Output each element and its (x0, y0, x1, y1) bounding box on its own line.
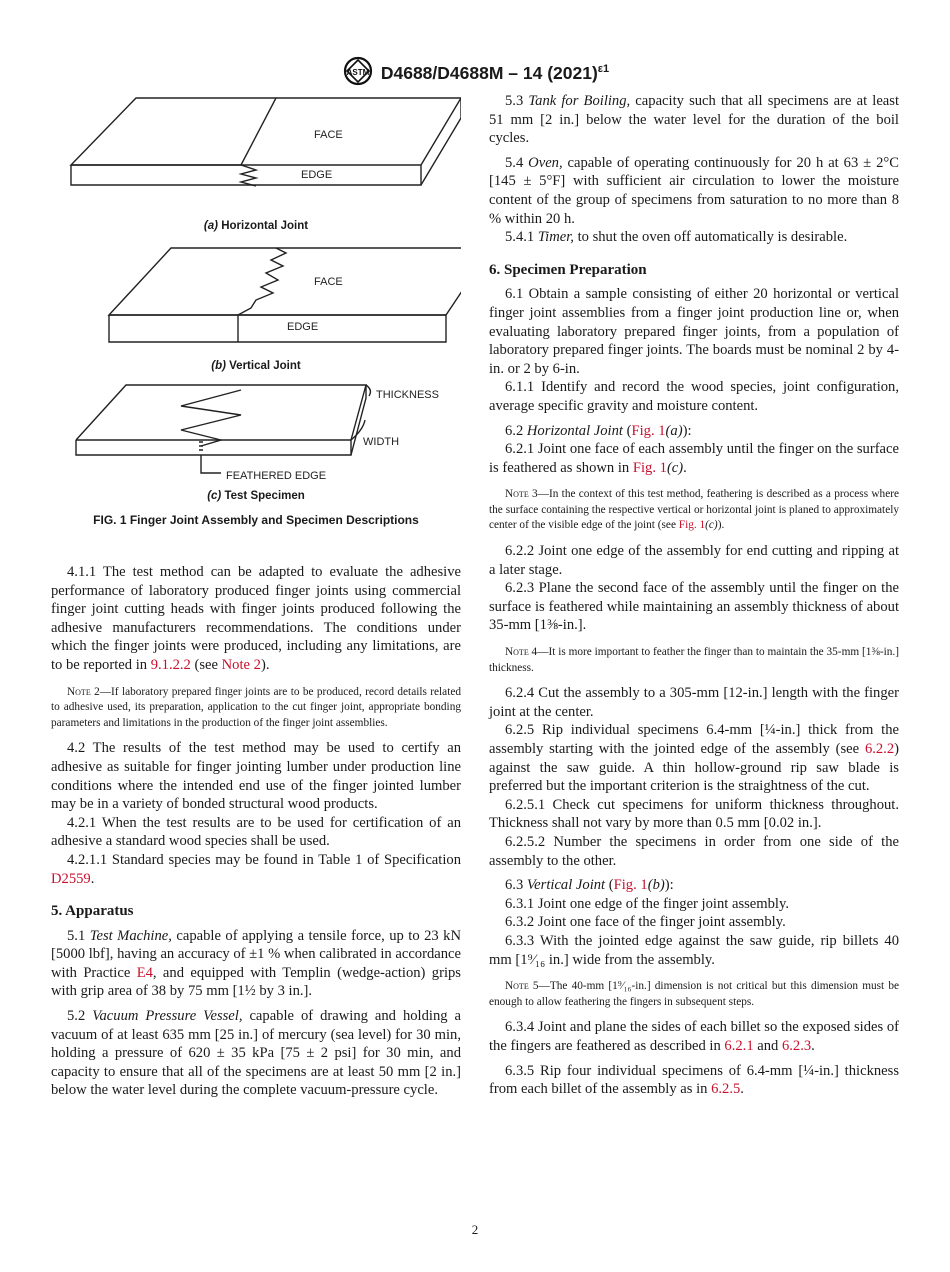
ref-6-2-3[interactable]: 6.2.3 (781, 1037, 812, 1054)
note-3: Note 3—In the context of this test method, feathering is described as a process where the surface containing the respective vertical or horizontal joint is planed to approximately center of the visible edge of the joint (see Fig. 1(c)). (489, 488, 899, 532)
subfigure-a-letter: (a) (203, 220, 218, 232)
section-6-2-2: 6.2.2 Joint one edge of the assembly for end cutting and ripping at a later stage. (489, 543, 899, 578)
note-5: Note 5—The 40-mm [1⁹⁄₁₆-in.] dimension is not critical but this dimension must be enough to allow feathering the fingers in subsequent steps. (489, 980, 899, 1008)
document-designation: D4688/D4688M – 14 (2021) (380, 63, 598, 83)
label-feathered-edge: FEATHERED EDGE (226, 470, 327, 482)
section-6-3-4: 6.3.4 Joint and plane the sides of each billet so the exposed sides of the fingers are feathered as described in 6.2.1 and 6.2.3. (489, 1019, 899, 1054)
section-5-4-1: 5.4.1 Timer, to shut the oven off automatically is desirable. (505, 229, 848, 246)
subfigure-c-label (51, 490, 461, 502)
figure-caption: FIG. 1 Finger Joint Assembly and Specimen Descriptions (93, 513, 419, 527)
section-4-1-1: 4.1.1 The test method can be adapted to evaluate the adhesive performance of laboratory produced finger joints using commercial finger joint cutting heads with finger joints produced following the adhesive manufacturers recommendations. The conditions under which the finger joints were produced, including any limitations, are to be reported in 9.1.2.2 (see Note 2). (51, 564, 461, 673)
ref-e4[interactable]: E4 (136, 964, 153, 981)
subfigure-a-title: Horizontal Joint (221, 220, 309, 232)
astm-logo-icon (341, 56, 375, 86)
section-5-4: 5.4 Oven, capable of operating continuously for 20 h at 63 ± 2°C [145 ± 5°F] with sufficient air circulation to lower the moisture content of the group of specimens from saturation to no more than 8 % within 20 h. (489, 154, 899, 227)
label-face-a: FACE (314, 129, 343, 141)
section-4-2-1: 4.2.1 When the test results are to be used for certification of an adhesive a standard wood species shall be used. (51, 814, 461, 850)
section-6-2-3: 6.2.3 Plane the second face of the assembly until the finger on the surface is feathered while maintaining an assembly thickness of about 35-mm [1⅜-in.]. (489, 580, 899, 634)
page-number: 2 (471, 1222, 479, 1237)
left-column (51, 563, 461, 1106)
note-2: Note 2—If laboratory prepared finger joints are to be produced, record details related to adhesive used, its preparation, application to the cut finger joint, appropriate bonding parameters and limitations in the production of the finger joint assemblies. (51, 685, 461, 729)
subfigure-c-title: Test Specimen (224, 490, 305, 502)
ref-fig-1[interactable]: Fig. 1 (613, 877, 648, 894)
label-edge-b: EDGE (287, 321, 319, 333)
ref-6-2-1[interactable]: 6.2.1 (724, 1037, 754, 1054)
section-4-2-1-1: 4.2.1.1 Standard species may be found in Table 1 of Specification D2559. (51, 851, 461, 887)
section-6-2-4: 6.2.4 Cut the assembly to a 305-mm [12-in.] length with the finger joint at the center. (489, 685, 899, 720)
section-6-3-2: 6.3.2 Joint one face of the finger joint assembly. (505, 914, 786, 931)
document-header (0, 56, 950, 86)
subfigure-b-title: Vertical Joint (229, 360, 301, 372)
subfigure-b-letter: (b) (211, 360, 226, 372)
section-5-1: 5.1 Test Machine, capable of applying a tensile force, up to 23 kN [5000 lbf], having an accuracy of ±1 % when calibrated in accordance with Practice E4, and equipped with Templin (wedge-action) grips with grip area of 38 by 75 mm [1½ by 3 in.]. (51, 927, 461, 1000)
section-6-1: 6.1 Obtain a sample consisting of either 20 horizontal or vertical finger joint assemblies from a finger joint production line or, when evaluating laboratory prepared finger joints, from a population of laboratory prepared finger joints. The boards must be nominal 2 by 4-in. or 2 by 6-in. (489, 286, 899, 377)
subfigure-b-label (51, 360, 461, 372)
ref-6-2-5[interactable]: 6.2.5 (711, 1081, 741, 1098)
label-thickness: THICKNESS (376, 389, 439, 401)
subfigure-c-letter: (c) (207, 490, 222, 502)
section-6-3-5: 6.3.5 Rip four individual specimens of 6.4-mm [¼-in.] thickness from each billet of the assembly as in 6.2.5. (489, 1062, 899, 1098)
subfigure-a-label (51, 220, 461, 232)
section-4-2: 4.2 The results of the test method may be used to certify an adhesive as suitable for finger jointing lumber under production line conditions where the intended end use of the finger jointed lumber may be in a variety of bonded structural wood products. (51, 740, 461, 813)
label-face-b: FACE (314, 276, 343, 288)
section-5-3: 5.3 Tank for Boiling, capacity such that all specimens are at least 51 mm [2 in.] below the water level for the duration of the boil cycles. (489, 93, 900, 147)
ref-fig-1[interactable]: Fig. 1 (678, 519, 706, 532)
finger-joint-diagram (51, 90, 461, 510)
designation-superscript: ε1 (597, 63, 610, 76)
section-5-heading: 5. Apparatus (51, 903, 134, 920)
section-6-2-5-1: 6.2.5.1 Check cut specimens for uniform thickness throughout. Thickness shall not vary by more than 0.5 mm [0.02 in.]. (489, 796, 899, 832)
svg-text:ASTM: ASTM (346, 68, 370, 77)
ref-d2559[interactable]: D2559 (51, 870, 91, 887)
section-6-2-1: 6.2.1 Joint one face of each assembly until the finger on the surface is feathered as shown in Fig. 1(c). (489, 441, 899, 476)
ref-9-1-2-2[interactable]: 9.1.2.2 (150, 656, 191, 673)
label-width: WIDTH (363, 436, 400, 448)
note-4: Note 4—It is more important to feather the finger than to maintain the 35-mm [1⅜-in.] thickness. (489, 646, 899, 674)
section-6-2: 6.2 Horizontal Joint (Fig. 1(a)): (505, 422, 692, 439)
right-column (489, 92, 899, 1105)
section-6-3-1: 6.3.1 Joint one edge of the finger joint assembly. (505, 895, 789, 912)
ref-6-2-2[interactable]: 6.2.2 (864, 741, 895, 757)
ref-note-2[interactable]: Note 2 (221, 656, 261, 673)
section-6-3-3: 6.3.3 With the jointed edge against the saw guide, rip billets 40 mm [1⁹⁄₁₆ in.] wide from the assembly. (489, 932, 899, 968)
section-6-2-5: 6.2.5 Rip individual specimens 6.4-mm [¼-in.] thick from the assembly starting with the jointed edge of the assembly (see 6.2.2) against the saw guide. A thin hollow-ground rip saw blade is preferred but the important criterion is the straightness of the cut. (489, 722, 899, 795)
section-6-2-5-2: 6.2.5.2 Number the specimens in order from one side of the assembly to the other. (489, 833, 899, 869)
ref-fig-1[interactable]: Fig. 1 (632, 459, 667, 476)
section-6-heading: 6. Specimen Preparation (489, 261, 647, 278)
section-6-3: 6.3 Vertical Joint (Fig. 1(b)): (505, 877, 674, 894)
figure-1 (51, 90, 461, 530)
section-5-2: 5.2 Vacuum Pressure Vessel, capable of drawing and holding a vacuum of at least 635 mm [25 in.] of mercury (sea level) for 30 min, holding a pressure of 620 ± 35 kPa [75 ± 2 psi] for 30 min, and capacity to ensure that all of the specimens are at least 50 mm [2 in.] below the water level during the complete vacuum-pressure cycle. (51, 1008, 461, 1099)
label-edge-a: EDGE (301, 169, 333, 181)
section-6-1-1: 6.1.1 Identify and record the wood species, joint configuration, average specific gravity and moisture content. (489, 379, 899, 414)
ref-fig-1[interactable]: Fig. 1 (631, 422, 666, 439)
